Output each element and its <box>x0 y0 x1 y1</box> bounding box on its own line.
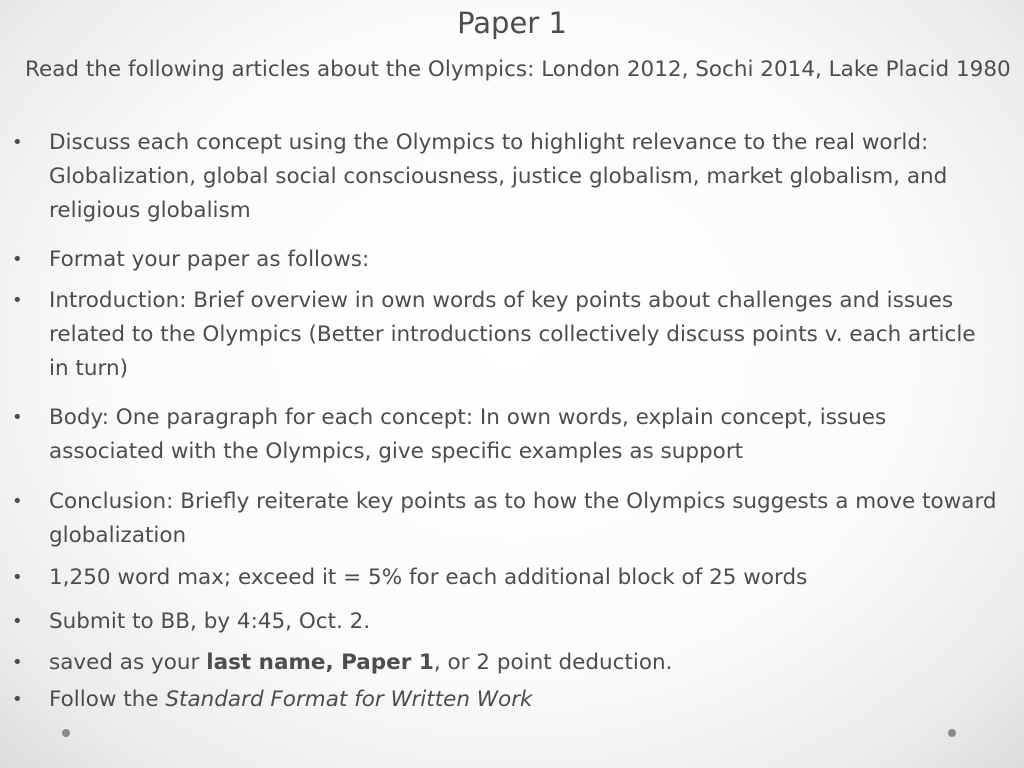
bullet-dot-icon: • <box>12 290 23 311</box>
bullet-text-prefix: saved as your <box>49 650 207 675</box>
bullet-text <box>49 683 999 717</box>
bullet-item <box>0 646 1000 680</box>
bullet-dot-icon: • <box>12 407 23 428</box>
bullet-item <box>0 683 1000 717</box>
bullet-item <box>0 243 1000 277</box>
bullet-item <box>0 561 1000 595</box>
bullet-text: Discuss each concept using the Olympics to highlight relevance to the real world: Globalization, global social consciousness, justice globalism, market globalism, and religious globalism <box>49 130 948 223</box>
bullet-dot-icon: • <box>12 567 23 588</box>
bullet-text-italic: Standard Format for Written Work <box>165 687 533 712</box>
decorative-dot-right <box>948 729 956 737</box>
bullet-dot-icon: • <box>12 491 23 512</box>
bullet-item <box>0 401 1000 469</box>
slide-subtitle: Read the following articles about the Olympics: London 2012, Sochi 2014, Lake Placid 1980 <box>25 57 1011 82</box>
bullet-text: Conclusion: Briefly reiterate key points as to how the Olympics suggests a move toward globalization <box>49 489 997 548</box>
bullet-dot-icon: • <box>12 652 23 673</box>
bullet-item <box>0 126 1000 228</box>
bullet-text <box>49 646 999 680</box>
bullet-text: Submit to BB, by 4:45, Oct. 2. <box>49 609 371 634</box>
bullet-dot-icon: • <box>12 249 23 270</box>
bullet-item <box>0 605 1000 639</box>
decorative-dot-left <box>62 729 70 737</box>
bullet-text: Body: One paragraph for each concept: In own words, explain concept, issues associated with the Olympics, give specific examples as support <box>49 405 887 464</box>
bullet-text: 1,250 word max; exceed it = 5% for each additional block of 25 words <box>49 565 808 590</box>
bullet-text-suffix: , or 2 point deduction. <box>433 650 673 675</box>
bullet-dot-icon: • <box>12 689 23 710</box>
bullet-item <box>0 284 1000 386</box>
bullet-text-prefix: Follow the <box>49 687 166 712</box>
bullet-dot-icon: • <box>12 611 23 632</box>
bullet-text: Format your paper as follows: <box>49 247 370 272</box>
bullet-text-bold: last name, Paper 1 <box>206 650 434 675</box>
bullet-dot-icon: • <box>12 132 23 153</box>
bullet-text: Introduction: Brief overview in own words of key points about challenges and issues related to the Olympics (Better introductions collectively discuss points v. each article in turn) <box>49 288 976 381</box>
slide-title: Paper 1 <box>457 6 567 40</box>
bullet-item <box>0 485 1000 553</box>
